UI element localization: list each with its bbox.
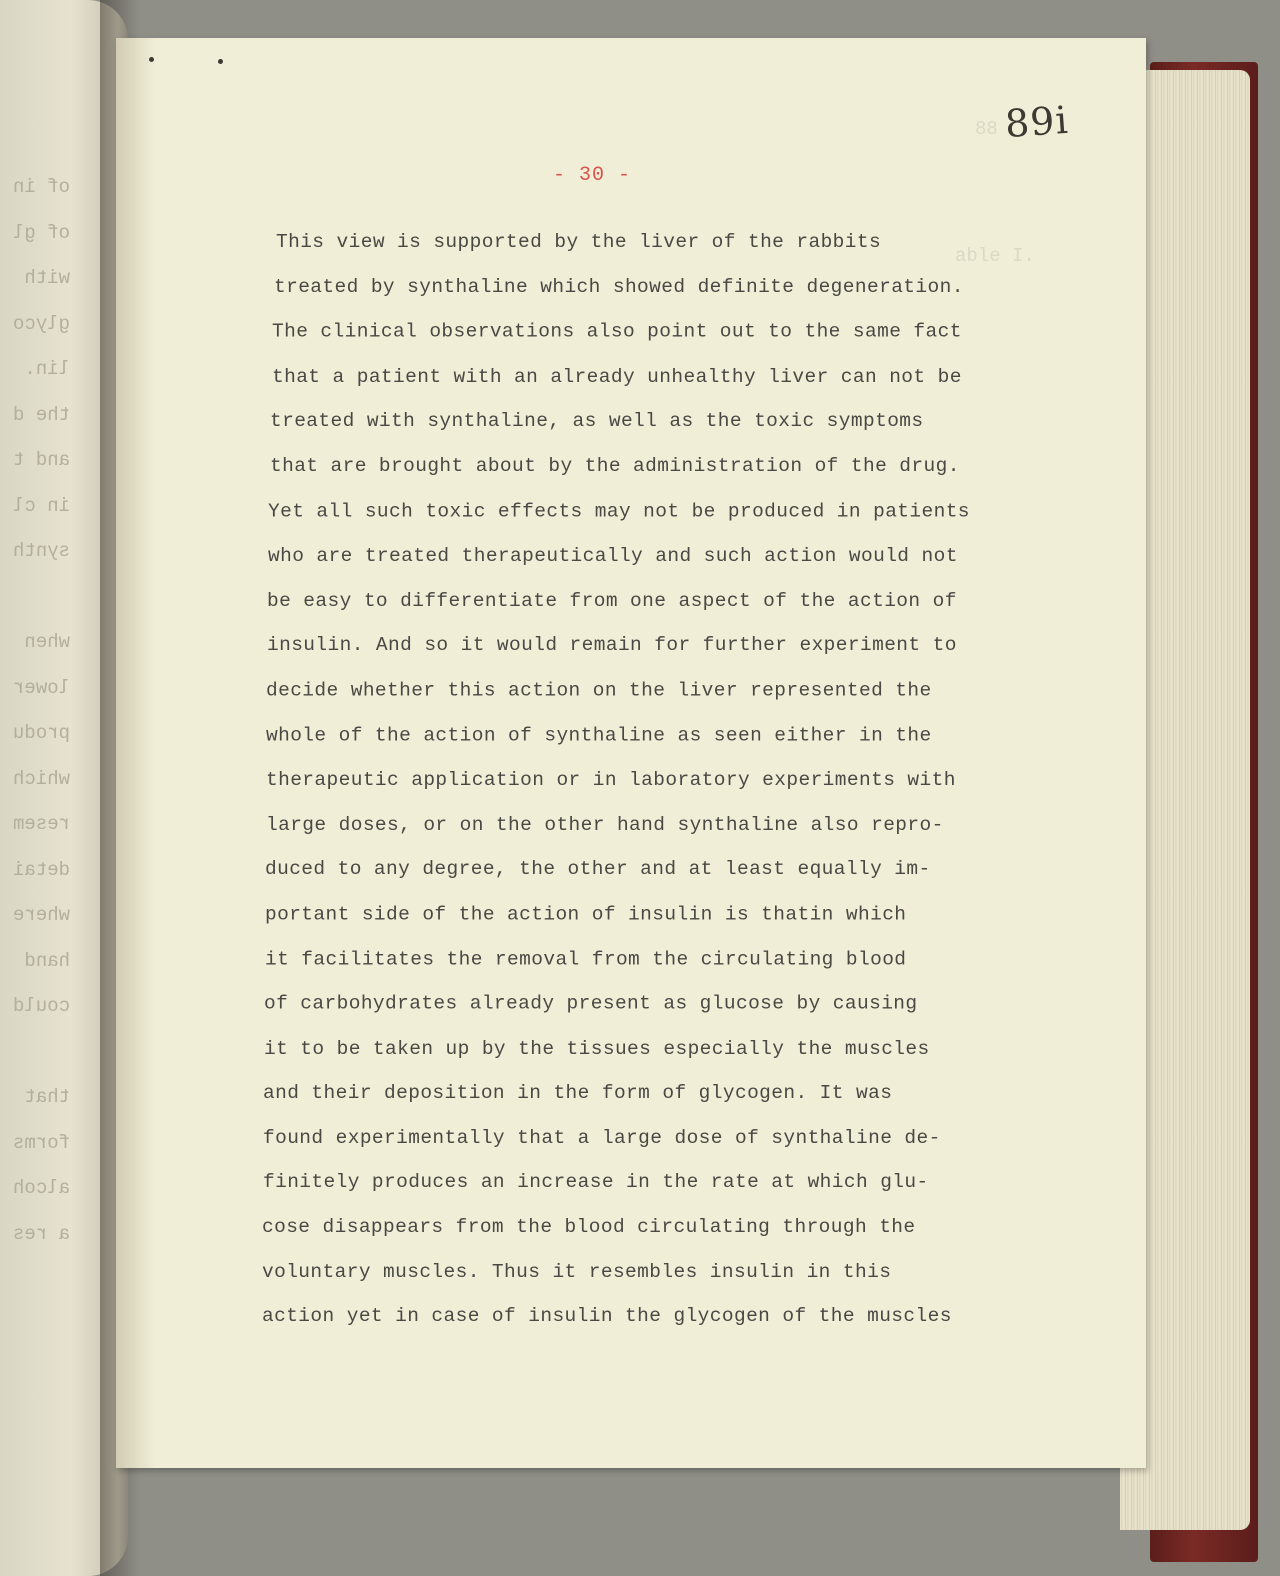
bleed-line: forms: [12, 1131, 70, 1154]
bleed-line: could: [12, 995, 70, 1017]
text-line: large doses, or on the other hand synthaline also repro-: [266, 813, 944, 836]
show-through-text: able I.: [955, 245, 1035, 267]
bleed-line: synth: [12, 540, 70, 562]
text-line: that a patient with an already unhealthy liver can not be: [272, 365, 962, 388]
show-through-text: 88: [975, 118, 998, 140]
text-line: voluntary muscles. Thus it resembles insulin in this: [262, 1260, 892, 1283]
text-line: finitely produces an increase in the rate at which glu-: [263, 1171, 929, 1194]
bleed-line: glyco: [12, 312, 70, 335]
bleed-line: detai: [12, 858, 70, 881]
text-line: found experimentally that a large dose of synthaline de-: [263, 1126, 941, 1149]
bleed-line: a res: [12, 1222, 70, 1245]
bleed-line: and t: [12, 449, 70, 471]
text-line: it facilitates the removal from the circulating blood: [265, 948, 907, 971]
bleed-line: in cl: [12, 494, 70, 517]
punch-hole: [149, 57, 154, 62]
text-line: duced to any degree, the other and at least equally im-: [265, 858, 931, 881]
bleed-line: [0, 575, 70, 621]
bleed-line: alcoh: [12, 1177, 70, 1199]
text-line: therapeutic application or in laboratory experiments with: [266, 768, 956, 791]
bleed-line: hand: [24, 949, 70, 972]
text-line: be easy to differentiate from one aspect of the action of: [267, 589, 957, 612]
bleed-line: which: [12, 767, 70, 790]
bleed-line: the d: [12, 403, 70, 426]
bleed-line: produ: [12, 722, 70, 744]
text-line: This view is supported by the liver of the rabbits: [276, 231, 882, 253]
text-line: insulin. And so it would remain for further experiment to: [267, 634, 957, 657]
text-line: cose disappears from the blood circulating through the: [262, 1215, 916, 1238]
bleed-line: when: [24, 631, 70, 653]
text-line: portant side of the action of insulin is thatin which: [265, 903, 907, 926]
typed-body-text: [262, 220, 1062, 1335]
left-page-bleed-text: [0, 0, 70, 1576]
text-line: of carbohydrates already present as glucose by causing: [264, 992, 918, 1015]
bleed-line: lower: [12, 676, 70, 699]
text-line: who are treated therapeutically and such action would not: [268, 544, 958, 567]
page-number: - 30 -: [553, 164, 632, 187]
bleed-line: [0, 1030, 70, 1076]
bleed-line: of gl: [12, 221, 70, 244]
bleed-line: of in: [12, 176, 70, 198]
text-line: The clinical observations also point out to the same fact: [272, 320, 962, 343]
bleed-line: resem: [12, 813, 70, 835]
text-line: treated with synthaline, as well as the toxic symptoms: [270, 410, 924, 433]
punch-hole: [218, 59, 223, 64]
folio-number: 89i: [1003, 97, 1070, 147]
bleed-line: with: [24, 267, 70, 289]
text-line: decide whether this action on the liver represented the: [266, 679, 932, 702]
bleed-line: that: [24, 1086, 70, 1108]
bleed-line: where: [12, 904, 70, 926]
text-line: treated by synthaline which showed definite degeneration.: [274, 275, 964, 298]
text-line: and their deposition in the form of glycogen. It was: [263, 1082, 893, 1105]
text-line: that are brought about by the administration of the drug.: [270, 455, 960, 478]
text-line: Yet all such toxic effects may not be produced in patients: [268, 500, 970, 523]
text-line: action yet in case of insulin the glycogen of the muscles: [262, 1305, 952, 1328]
text-line: whole of the action of synthaline as seen either in the: [266, 724, 932, 747]
text-line: it to be taken up by the tissues especially the muscles: [264, 1037, 930, 1060]
bleed-line: lin.: [24, 358, 70, 380]
